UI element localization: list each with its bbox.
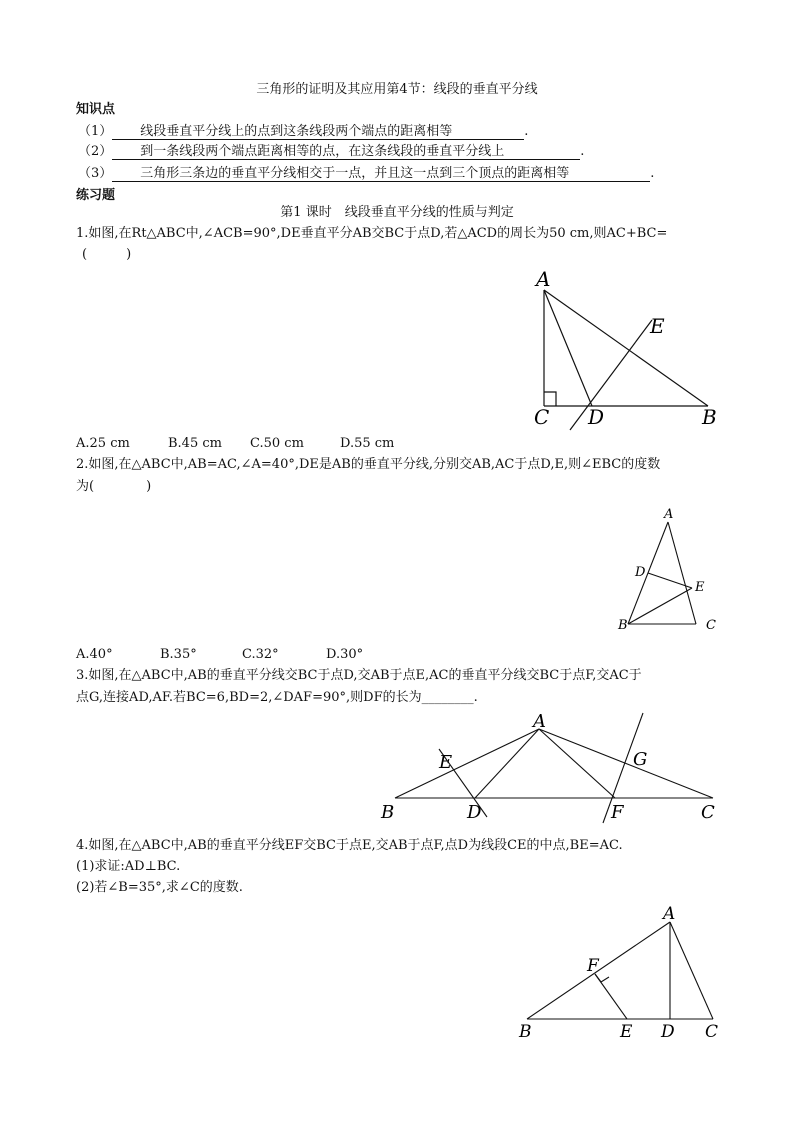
label-C: C xyxy=(534,405,550,429)
label-A: A xyxy=(664,507,674,522)
segment-AB xyxy=(395,729,539,798)
lesson-title: 第1 课时 线段垂直平分线的性质与判定 xyxy=(280,205,514,220)
segment-AF xyxy=(539,729,615,798)
question-2-text: 2.如图,在△ABC中,AB=AC,∠A=40°,DE是AB的垂直平分线,分别交AB,AC于点D,E,则∠EBC的度数 xyxy=(76,457,661,472)
knowledge-item-end: . xyxy=(650,166,655,181)
right-angle-mark xyxy=(544,392,556,406)
label-E: E xyxy=(695,580,705,595)
label-C: C xyxy=(701,802,715,823)
question-1-option-b: B.45 cm xyxy=(168,436,222,451)
question-4-text: 4.如图,在△ABC中,AB的垂直平分线EF交BC于点E,交AB于点F,点D为线段CE的中点,BE=AC. xyxy=(76,838,623,853)
label-E: E xyxy=(620,1022,633,1042)
label-C: C xyxy=(706,618,716,633)
question-2-text-line2: 为( ) xyxy=(76,479,152,494)
knowledge-item-end: . xyxy=(524,124,529,139)
question-1-option-d: D.55 cm xyxy=(340,436,395,451)
knowledge-item-end: . xyxy=(580,144,585,159)
knowledge-item-num: （2） xyxy=(78,144,113,159)
segment-AC xyxy=(539,729,713,798)
question-1-text: 1.如图,在Rt△ABC中,∠ACB=90°,DE垂直平分AB交BC于点D,若△ACD的周长为50 cm,则AC+BC= xyxy=(76,226,668,241)
question-1-figure xyxy=(520,260,730,440)
label-D: D xyxy=(661,1022,675,1042)
knowledge-item-num: （3） xyxy=(78,166,113,181)
label-D: D xyxy=(635,565,646,580)
question-1-option-c: C.50 cm xyxy=(250,436,304,451)
question-1-option-a: A.25 cm xyxy=(76,436,130,451)
label-F: F xyxy=(611,802,624,823)
knowledge-item-text: 到一条线段两个端点距离相等的点，在这条线段的垂直平分线上 xyxy=(112,140,580,160)
label-G: G xyxy=(633,749,648,770)
label-B: B xyxy=(702,405,717,429)
knowledge-item-text: 线段垂直平分线上的点到这条线段两个端点的距离相等 xyxy=(112,120,524,140)
label-A: A xyxy=(536,267,551,291)
question-2-figure xyxy=(608,500,728,640)
segment-BE xyxy=(628,588,692,624)
knowledge-heading: 知识点 xyxy=(76,102,116,117)
question-3-text: 3.如图,在△ABC中,AB的垂直平分线交BC于点D,交AB于点E,AC的垂直平分线交BC于点F,交AC于 xyxy=(76,668,642,683)
label-E: E xyxy=(439,752,453,773)
question-4-part-2: (2)若∠B=35°,求∠C的度数. xyxy=(76,880,243,895)
question-2-option-b: B.35° xyxy=(160,647,197,662)
segment-AD xyxy=(475,729,539,798)
question-2-option-d: D.30° xyxy=(326,647,364,662)
question-3-figure xyxy=(375,705,725,830)
label-B: B xyxy=(618,618,628,633)
segment-AC xyxy=(668,522,696,624)
label-A: A xyxy=(663,904,676,924)
question-4-part-1: (1)求证:AD⊥BC. xyxy=(76,859,181,874)
question-3-text-line2: 点G,连接AD,AF.若BC=6,BD=2,∠DAF=90°,则DF的长为________. xyxy=(76,690,478,705)
label-A: A xyxy=(533,711,546,732)
exercise-heading: 练习题 xyxy=(76,188,116,203)
label-E: E xyxy=(650,314,665,338)
knowledge-item-num: （1） xyxy=(78,124,113,139)
label-C: C xyxy=(705,1022,719,1042)
knowledge-item-2 xyxy=(78,140,584,160)
segment-AC xyxy=(670,922,713,1019)
question-2-option-a: A.40° xyxy=(76,647,113,662)
knowledge-item-text: 三角形三条边的垂直平分线相交于一点，并且这一点到三个顶点的距离相等 xyxy=(112,162,650,182)
knowledge-item-1 xyxy=(78,120,528,140)
label-D: D xyxy=(467,802,482,823)
segment-DE xyxy=(648,573,692,588)
question-4-figure xyxy=(515,895,730,1045)
label-D: D xyxy=(588,405,605,429)
page-title: 三角形的证明及其应用第4节：线段的垂直平分线 xyxy=(256,82,538,97)
label-B: B xyxy=(381,802,395,823)
label-B: B xyxy=(519,1022,532,1042)
question-2-option-c: C.32° xyxy=(242,647,279,662)
question-1-blank: ( ) xyxy=(82,247,132,262)
knowledge-item-3 xyxy=(78,162,654,182)
label-F: F xyxy=(587,956,599,976)
perpendicular-bisector-DE xyxy=(570,320,652,430)
